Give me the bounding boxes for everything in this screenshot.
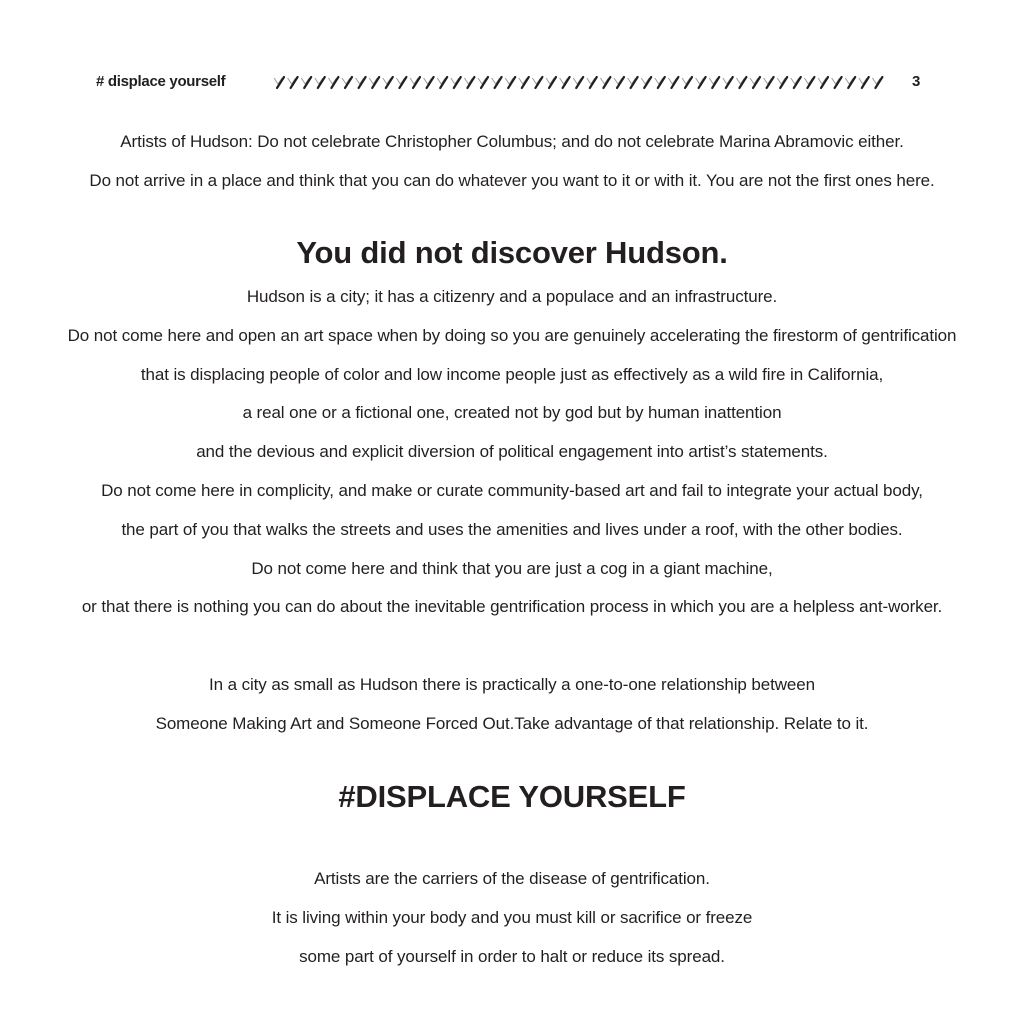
heading-displace-yourself: #DISPLACE YOURSELF [338,779,686,814]
intro-line-2: Do not arrive in a place and think that you can do whatever you want to it or with it. You are not the first ones here. [89,171,935,190]
body-line: some part of yourself in order to halt or reduce its spread. [299,947,725,966]
running-title: # displace yourself [96,73,226,90]
body-line: Do not come here in complicity, and make or curate community-based art and fail to integrate your actual body, [101,481,923,500]
body-line: that is displacing people of color and low income people just as effectively as a wild fire in California, [140,365,884,384]
intro-line-1: Artists of Hudson: Do not celebrate Christopher Columbus; and do not celebrate Marina Abramovic either. [120,132,904,151]
heading-discover: You did not discover Hudson. [296,235,728,270]
body-line: Do not come here and think that you are just a cog in a giant machine, [251,559,773,578]
body-line: the part of you that walks the streets and uses the amenities and lives under a roof, with the other bodies. [121,520,903,539]
body-line: a real one or a fictional one, created not by god but by human inattention [242,403,782,422]
body-line: Hudson is a city; it has a citizenry and a populace and an infrastructure. [246,287,778,306]
zigzag-rule-icon [272,75,884,91]
page-header [0,72,1024,94]
body-line: Do not come here and open an art space when by doing so you are genuinely accelerating the firestorm of gentrification [67,326,957,345]
body-line: and the devious and explicit diversion of political engagement into artist’s statements. [196,442,828,461]
body-line: Someone Making Art and Someone Forced Out.Take advantage of that relationship. Relate to it. [155,714,869,733]
body-line: Artists are the carriers of the disease of gentrification. [314,869,710,888]
body-line: It is living within your body and you must kill or sacrifice or freeze [271,908,753,927]
body-line: In a city as small as Hudson there is practically a one-to-one relationship between [209,675,815,694]
page-number: 3 [912,73,921,90]
body-line: or that there is nothing you can do about the inevitable gentrification process in which you are a helpless ant-worker. [81,597,943,616]
